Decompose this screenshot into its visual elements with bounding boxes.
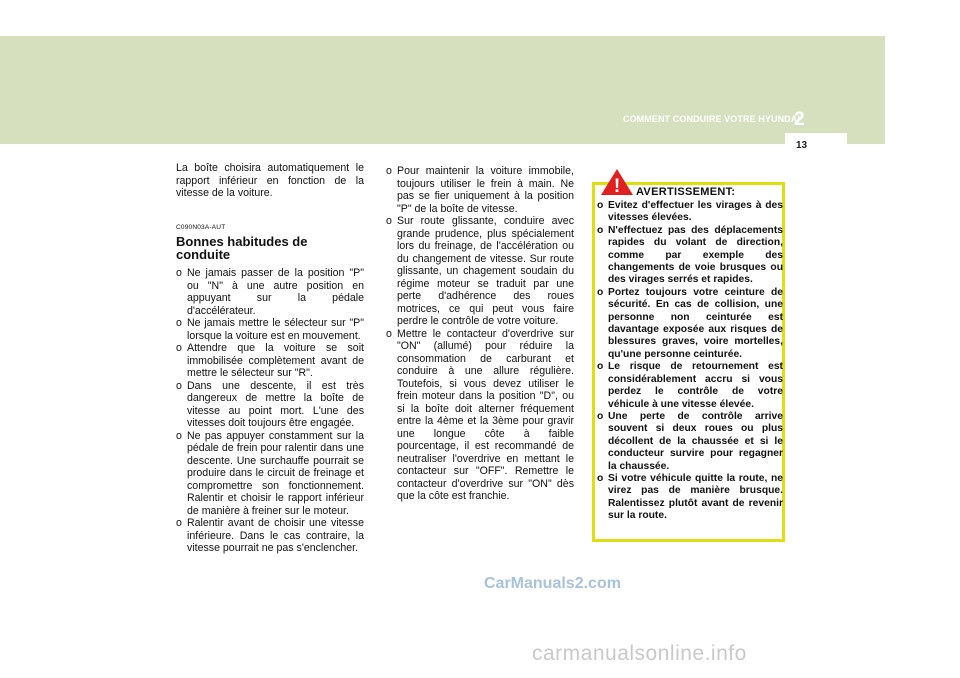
list-item xyxy=(176,317,364,342)
list-item xyxy=(176,517,364,555)
list-item xyxy=(176,267,364,317)
list-item xyxy=(386,328,574,503)
intro-paragraph: La boîte choisira automatiquement le rapport inférieur en fonction de la vitesse de la voiture. xyxy=(176,162,364,199)
list-item-text: Mettre le contacteur d'overdrive sur "ON" (allumé) pour réduire la consommation de carburant et conduire à une allure régulière. Toutefois, si vous devez utiliser le frein moteur dans la position "D", ou si la boîte doit alterner fréquement entre la 4ème et la 3ème pour gravir une longue côte à faible pourcentage, il est recommandé de neutraliser l'overdrive en mettant le contacteur sur "OFF". Remettre le contacteur d'overdrive sur "ON" dès que la côte est franchie. xyxy=(397,327,574,502)
bullet-mark: o xyxy=(386,327,392,340)
page-number: 13 xyxy=(796,140,808,151)
list-item-text: Dans une descente, il est très dangereux de mettre la boîte de vitesse au point mort. L'une des vitesses doit toujours être engagée. xyxy=(187,379,364,429)
bullet-mark: o xyxy=(176,342,182,354)
list-item xyxy=(176,380,364,430)
list-item xyxy=(597,287,783,361)
list-item-text: Ne jamais mettre le sélecteur sur "P" lorsque la voiture est en mouvement. xyxy=(187,317,364,342)
bullet-mark: o xyxy=(386,215,392,227)
list-item-text: Attendre que la voiture se soit immobilisée complètement avant de mettre le sélecteur sur "R". xyxy=(187,342,364,379)
bullet-mark: o xyxy=(176,379,182,392)
list-item-text: Portez toujours votre ceinture de sécurité. En cas de collision, une personne non ceinturée est davantage exposée aux risques de blessures graves, voire mortelles, qu'une personne ceinturée. xyxy=(608,286,783,360)
bullet-mark: o xyxy=(176,267,182,279)
list-item-text: Une perte de contrôle arrive souvent si deux roues ou plus décollent de la chaussée et si le conducteur survire pour regagner la chaussée. xyxy=(608,410,783,472)
list-item-text: Ralentir avant de choisir une vitesse inférieure. Dans le cas contraire, la vitesse pourrait ne pas s'enclencher. xyxy=(187,517,364,554)
carmanuals-watermark: CarManuals2.com xyxy=(484,575,621,592)
list-item xyxy=(597,200,783,225)
bullet-mark: o xyxy=(597,472,604,484)
list-item xyxy=(597,225,783,287)
bullet-mark: o xyxy=(597,286,604,298)
carmanualsonline-watermark: carmanualsonline.info xyxy=(532,642,747,665)
bullet-mark: o xyxy=(176,517,182,529)
list-item-text: Pour maintenir la voiture immobile, toujours utiliser le frein à main. Ne pas se fier uniquement à la position "P" de la boîte de vitesse. xyxy=(397,165,574,215)
list-item xyxy=(176,430,364,518)
list-item-text: Sur route glissante, conduire avec grande prudence, plus spécialement lors du freinage, de l'accélération ou du changement de vitesse. Sur route glissante, un chagement soudain du régime moteur se traduit par une perte d'adhérence des roues motrices, ce qui peut vous faire perdre le contrôle de votre voiture. xyxy=(397,215,574,327)
chapter-title: COMMENT CONDUIRE VOTRE HYUNDAI xyxy=(622,114,800,124)
section-code: C090N03A-AUT xyxy=(176,223,226,231)
list-item xyxy=(597,361,783,411)
list-item-text: Le risque de retournement est considérablement accru si vous perdez le contrôle de votre véhicule à une vitesse élevée. xyxy=(608,361,783,410)
bullet-mark: o xyxy=(386,165,392,177)
bullet-mark: o xyxy=(176,429,182,442)
middle-column xyxy=(386,165,574,503)
header-band xyxy=(0,36,885,144)
list-item-text: Evitez d'effectuer les virages à des vitesses élevées. xyxy=(608,200,783,224)
list-item-text: Ne pas appuyer constamment sur la pédale de frein pour ralentir dans une descente. Une surchauffe pourrait se produire dans le circuit de freinage et compromettre son fonctionnement. Ralentir et choisir le rapport inférieur de manière à freiner sur le moteur. xyxy=(187,429,364,517)
section-heading: Bonnes habitudes de conduite xyxy=(176,234,308,262)
page-tab xyxy=(785,133,847,157)
left-column xyxy=(176,162,364,555)
bullet-mark: o xyxy=(176,317,182,329)
tips-list xyxy=(386,165,574,503)
warning-triangle-icon xyxy=(600,168,634,196)
warning-exclamation: ! xyxy=(613,176,621,196)
driving-habits-list xyxy=(176,267,364,555)
list-item-text: Si votre véhicule quitte la route, ne virez pas de manière brusque. Ralentissez plutôt avant de revenir sur la route. xyxy=(608,472,783,522)
bullet-mark: o xyxy=(597,200,604,211)
list-item-text: Ne jamais passer de la position "P" ou "N" à une autre position en appuyant sur la pédale d'accélérateur. xyxy=(187,267,364,317)
bullet-mark: o xyxy=(597,410,604,422)
chapter-number: 2 xyxy=(794,109,805,130)
list-item xyxy=(386,165,574,215)
bullet-mark: o xyxy=(597,224,604,236)
list-item xyxy=(386,215,574,328)
warning-list xyxy=(597,200,783,523)
warning-title: AVERTISSEMENT: xyxy=(636,186,736,198)
list-item-text: N'effectuez pas des déplacements rapides du volant de direction, comme par exemple des changements de voie brusques ou des virages serrés et rapides. xyxy=(608,224,783,286)
list-item xyxy=(176,342,364,380)
list-item xyxy=(597,473,783,523)
bullet-mark: o xyxy=(597,361,604,373)
list-item xyxy=(597,411,783,473)
